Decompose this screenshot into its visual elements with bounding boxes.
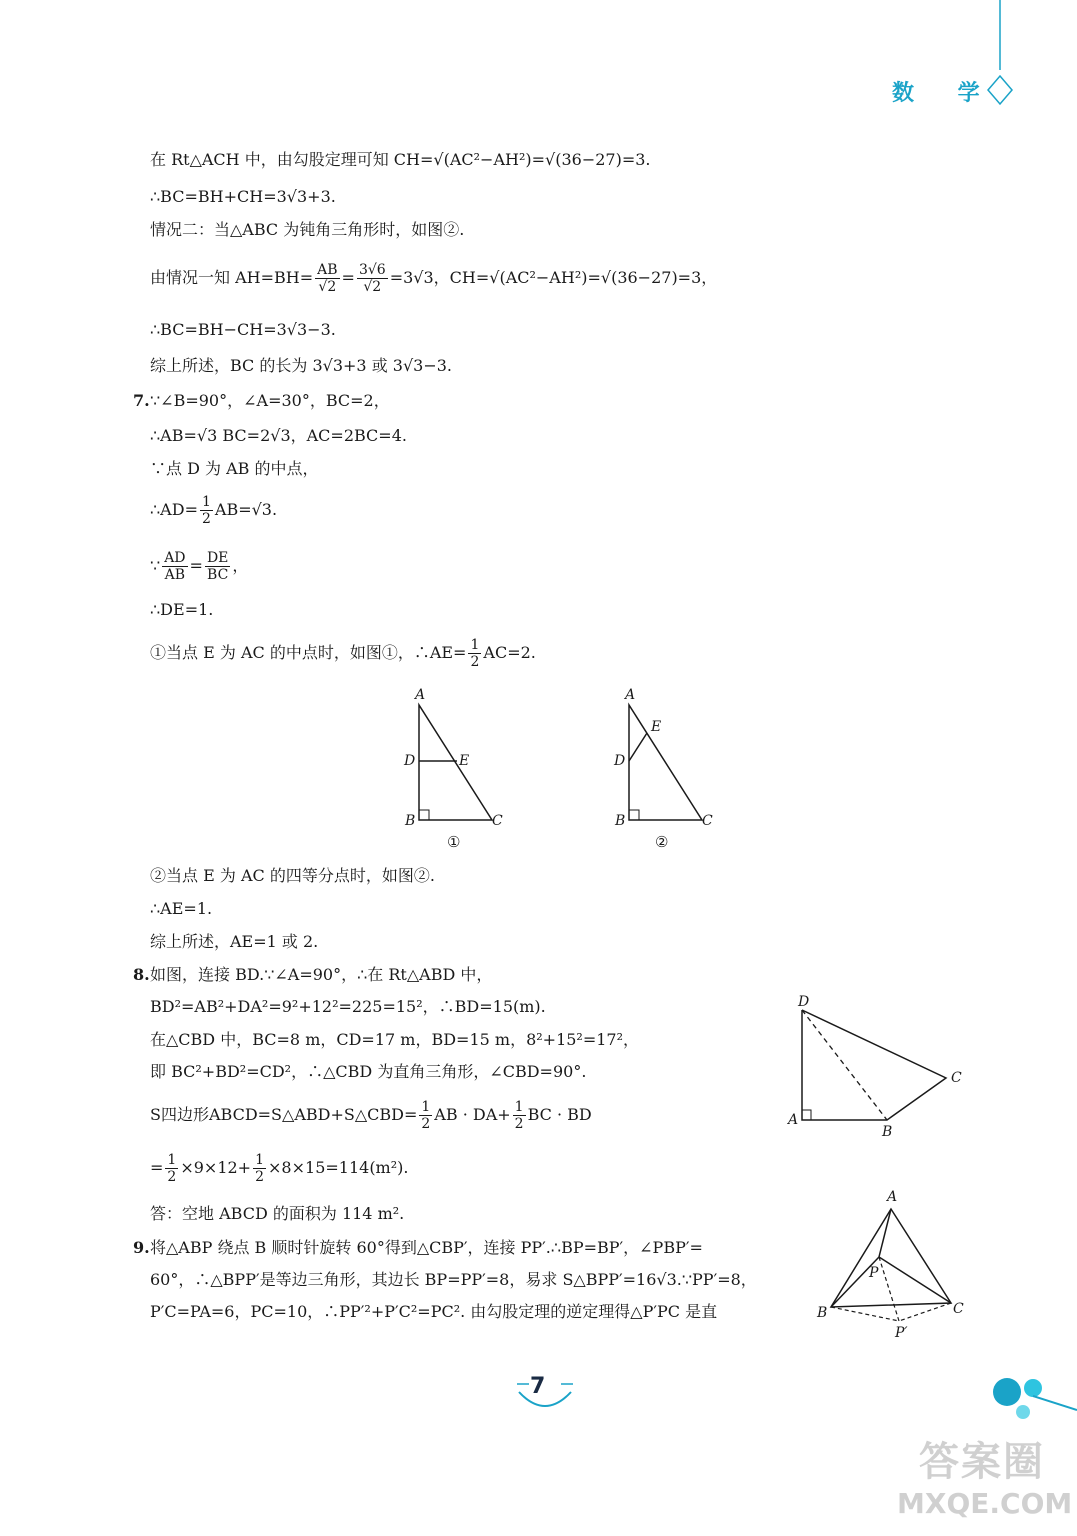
text-line: ∴AB=√3 BC=2√3，AC=2BC=4. [150,426,407,445]
text-line: 在△CBD 中，BC=8 m，CD=17 m，BD=15 m，8²+15²=17²， [150,1030,640,1049]
fig1-label-d: D [404,753,416,769]
fig4-label-c: C [953,1301,964,1317]
text-line: 在 Rt△ACH 中，由勾股定理可知 CH=√(AC²−AH²)=√(36−27)=3. [150,150,651,169]
fig2-caption: ② [655,833,669,851]
watermark-line1: 答案圈 [919,1439,1045,1485]
fraction: $\frac{1}{2}$ [167,1152,177,1185]
figure-4 [815,1185,975,1350]
fraction: $\frac{1}{2}$ [201,494,211,527]
fig4-label-p: P [869,1265,879,1281]
fig2-label-b: B [615,813,626,829]
figure-2 [605,685,735,855]
text-line: ①当点 E 为 AC 的中点时，如图①，∴AE= $\frac{1}{2}$ AC=2. [150,637,536,670]
text-line: P′C=PA=6，PC=10，∴PP′²+P′C²=PC². 由勾股定理的逆定理得△P′PC 是直 [150,1302,718,1321]
problem-number: 9. [133,1238,150,1257]
fig4-label-a: A [887,1189,898,1205]
fig3-label-d: D [798,994,810,1010]
fig4-label-p-prime: P′ [895,1325,908,1341]
text-line: 综上所述，AE=1 或 2. [150,932,319,951]
text-line: ∵点 D 为 AB 的中点， [150,459,319,478]
text-line: ∴AD= $\frac{1}{2}$ AB=√3. [150,494,278,527]
text-line: S四边形ABCD=S△ABD+S△CBD= $\frac{1}{2}$ AB · DA+ $\frac{1}{2}$ BC · BD [150,1099,592,1132]
corner-decoration [985,1370,1077,1430]
fig3-label-c: C [951,1070,962,1086]
text-line: BD²=AB²+DA²=9²+12²=225=15²，∴BD=15(m). [150,997,546,1016]
fraction: $\frac{1}{2}$ [514,1099,524,1132]
problem-number: 8. [133,965,150,984]
problem-number: 7. [133,391,150,410]
text-line: ②当点 E 为 AC 的四等分点时，如图②. [150,866,435,885]
fig1-label-e: E [459,753,470,769]
fraction: $\frac{AB}{√2}$ [317,262,338,295]
text-line: = $\frac{1}{2}$ ×9×12+ $\frac{1}{2}$ ×8×15=114(m²). [150,1152,409,1185]
fraction: $\frac{1}{2}$ [470,637,480,670]
figure-3 [780,990,970,1140]
fig3-label-b: B [882,1124,893,1140]
fig1-label-a: A [415,687,426,703]
fraction: $\frac{AD}{AB}$ [164,550,186,583]
fig3-label-a: A [788,1112,799,1128]
fig2-label-e: E [651,719,662,735]
text-line: 答：空地 ABCD 的面积为 114 m². [150,1204,405,1223]
text-line: ∵∠B=90°，∠A=30°，BC=2， [150,391,390,410]
fig1-label-b: B [405,813,416,829]
fig1-label-c: C [492,813,503,829]
page-number: 7 [530,1374,546,1399]
text-line: 情况二：当△ABC 为钝角三角形时，如图②. [150,220,465,239]
watermark [897,1430,1073,1520]
text-line: 如图，连接 BD.∵∠A=90°，∴在 Rt△ABD 中， [150,965,493,984]
text-line: ∴AE=1. [150,899,213,918]
text-line: 由情况一知 AH=BH= $\frac{AB}{√2}$ = $\frac{3√6}{√2}$ =3√3，CH=√(AC²−AH²)=√(36−27)=3， [150,262,718,295]
text-line: ∴BC=BH+CH=3√3+3. [150,187,336,206]
fraction: $\frac{1}{2}$ [421,1099,431,1132]
subject-title: 数 学 [892,81,998,106]
fig4-label-b: B [817,1305,828,1321]
fig2-label-a: A [625,687,636,703]
figure-1 [395,685,525,855]
fraction: $\frac{3√6}{√2}$ [358,262,386,295]
text-line: ∴DE=1. [150,600,214,619]
fraction: $\frac{1}{2}$ [255,1152,265,1185]
fig2-label-c: C [702,813,713,829]
text-line: ∴BC=BH−CH=3√3−3. [150,320,336,339]
text-line: ∵ $\frac{AD}{AB}$ = $\frac{DE}{BC}$ ， [150,550,249,583]
text-line: 60°，∴△BPP′是等边三角形，其边长 BP=PP′=8，易求 S△BPP′=16√3.∵PP′=8， [150,1270,757,1289]
text-line: 即 BC²+BD²=CD²，∴△CBD 为直角三角形，∠CBD=90°. [150,1062,587,1081]
text-line: 将△ABP 绕点 B 顺时针旋转 60°得到△CBP′，连接 PP′.∴BP=BP′，∠PBP′= [150,1238,703,1257]
fig2-label-d: D [614,753,626,769]
watermark-line2: MXQE.COM [897,1487,1073,1520]
text-line: 综上所述，BC 的长为 3√3+3 或 3√3−3. [150,356,453,375]
fig1-caption: ① [447,833,461,851]
fraction: $\frac{DE}{BC}$ [206,550,229,583]
